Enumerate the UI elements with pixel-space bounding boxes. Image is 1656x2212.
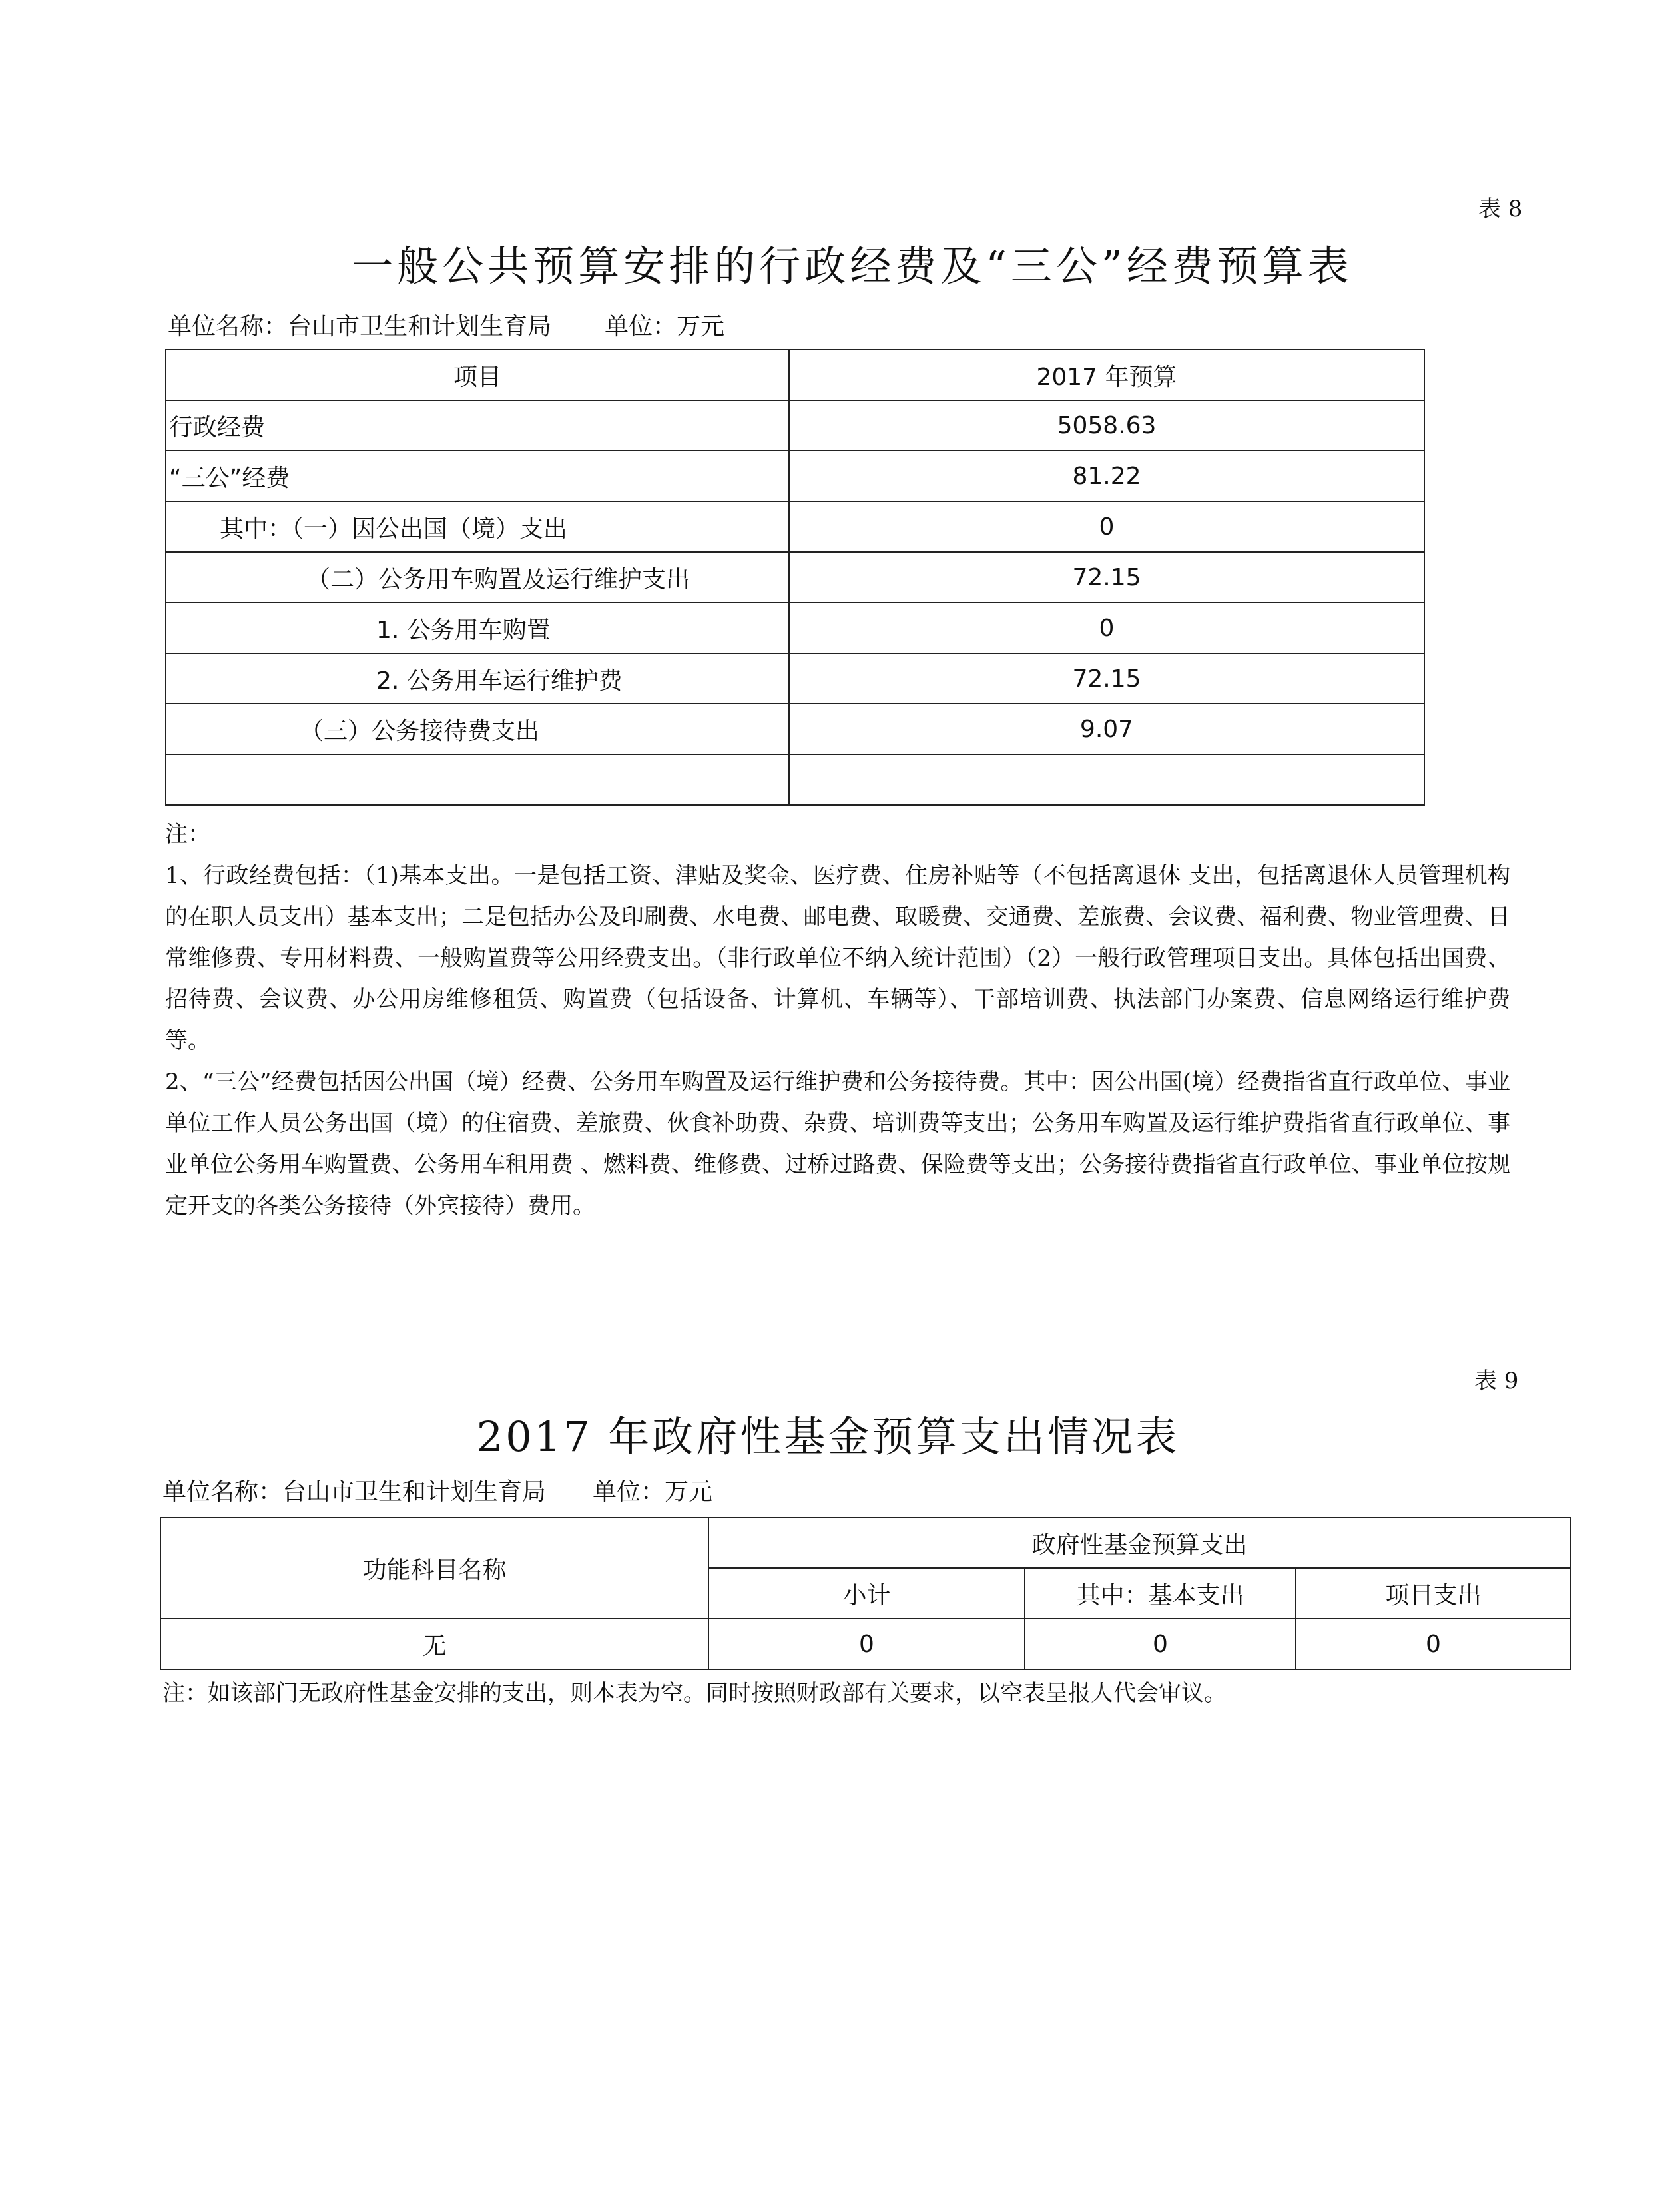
table9-basic: 0 <box>1025 1619 1296 1669</box>
table-row <box>166 704 1424 754</box>
table9-header-basic: 其中：基本支出 <box>1025 1568 1296 1619</box>
table9-name: 无 <box>160 1619 708 1669</box>
table8-value: 72.15 <box>789 552 1424 603</box>
table8-notes <box>165 814 1510 1227</box>
table8-note-1: 1、行政经费包括：（1)基本支出。一是包括工资、津贴及奖金、医疗费、住房补贴等（不包括离退休 支出，包括离退休人员管理机构的在职人员支出）基本支出；二是包括办公及印刷费、水电费、邮电费、取暖费、交通费、差旅费、会议费、福利费、物业管理费、日常维修费、专用材料费、一般购置费等公用经费支出。（非行政单位不纳入统计范围）（2）一般行政管理项目支出。具体包括出国费、招待费、会议费、办公用房维修租赁、购置费（包括设备、计算机、车辆等）、干部培训费、执法部门办案费、信息网络运行维护费等。 <box>165 862 1510 1054</box>
table-row <box>166 501 1424 552</box>
table8-header-row <box>166 350 1424 400</box>
table9-unit: 单位：万元 <box>593 1478 713 1506</box>
table8-unit-line <box>168 308 724 342</box>
table8-title: 一般公共预算安排的行政经费及“三公”经费预算表 <box>352 242 1353 290</box>
table8-value: 5058.63 <box>789 400 1424 451</box>
table8-item: 2. 公务用车运行维护费 <box>166 653 789 704</box>
table9-header-row <box>160 1518 1571 1568</box>
table8-item: 其中：（一）因公出国（境）支出 <box>166 501 789 552</box>
table8-value: 72.15 <box>789 653 1424 704</box>
table8-value <box>789 754 1424 805</box>
table8-item: 行政经费 <box>166 400 789 451</box>
table8-value: 0 <box>789 603 1424 653</box>
table8-item: 1. 公务用车购置 <box>166 603 789 653</box>
table9-subtotal: 0 <box>708 1619 1025 1669</box>
table9-label: 表 9 <box>1474 1368 1519 1394</box>
table9-note: 注：如该部门无政府性基金安排的支出，则本表为空。同时按照财政部有关要求，以空表呈报人代会审议。 <box>162 1680 1227 1707</box>
table-row <box>160 1619 1571 1669</box>
table8-header-item: 项目 <box>166 350 789 400</box>
table8-item: （二）公务用车购置及运行维护支出 <box>166 552 789 603</box>
table9-project: 0 <box>1296 1619 1571 1669</box>
table8-header-budget: 2017 年预算 <box>789 350 1424 400</box>
table9 <box>160 1517 1571 1670</box>
table8-item: （三）公务接待费支出 <box>166 704 789 754</box>
table8-item <box>166 754 789 805</box>
table9-unit-line <box>162 1473 712 1507</box>
table-row <box>166 653 1424 704</box>
table-row <box>166 603 1424 653</box>
table8-value: 81.22 <box>789 451 1424 501</box>
table9-header-project: 项目支出 <box>1296 1568 1571 1619</box>
table8-label: 表 8 <box>1478 196 1523 222</box>
table9-header-group: 政府性基金预算支出 <box>708 1518 1571 1568</box>
table8-note-2: 2、“三公”经费包括因公出国（境）经费、公务用车购置及运行维护费和公务接待费。其中：因公出国(境）经费指省直行政单位、事业单位工作人员公务出国（境）的住宿费、差旅费、伙食补助费、杂费、培训费等支出；公务用车购置及运行维护费指省直行政单位、事业单位公务用车购置费、公务用车租用费 、燃料费、维修费、过桥过路费、保险费等支出；公务接待费指省直行政单位、事业单位按规定开支的各类公务接待（外宾接待）费用。 <box>165 1069 1510 1219</box>
table-row <box>166 400 1424 451</box>
table8 <box>165 349 1425 806</box>
table-row <box>166 754 1424 805</box>
table9-unit-name: 单位名称：台山市卫生和计划生育局 <box>162 1478 547 1506</box>
table8-unit-name: 单位名称：台山市卫生和计划生育局 <box>168 313 552 340</box>
table8-value: 9.07 <box>789 704 1424 754</box>
table8-unit: 单位：万元 <box>605 313 725 340</box>
table9-title: 2017 年政府性基金预算支出情况表 <box>476 1412 1180 1461</box>
table9-header-function: 功能科目名称 <box>160 1518 708 1619</box>
table8-value: 0 <box>789 501 1424 552</box>
table8-item: “三公”经费 <box>166 451 789 501</box>
table8-note-heading: 注： <box>165 821 210 848</box>
table9-header-subtotal: 小计 <box>708 1568 1025 1619</box>
table-row <box>166 451 1424 501</box>
table-row <box>166 552 1424 603</box>
